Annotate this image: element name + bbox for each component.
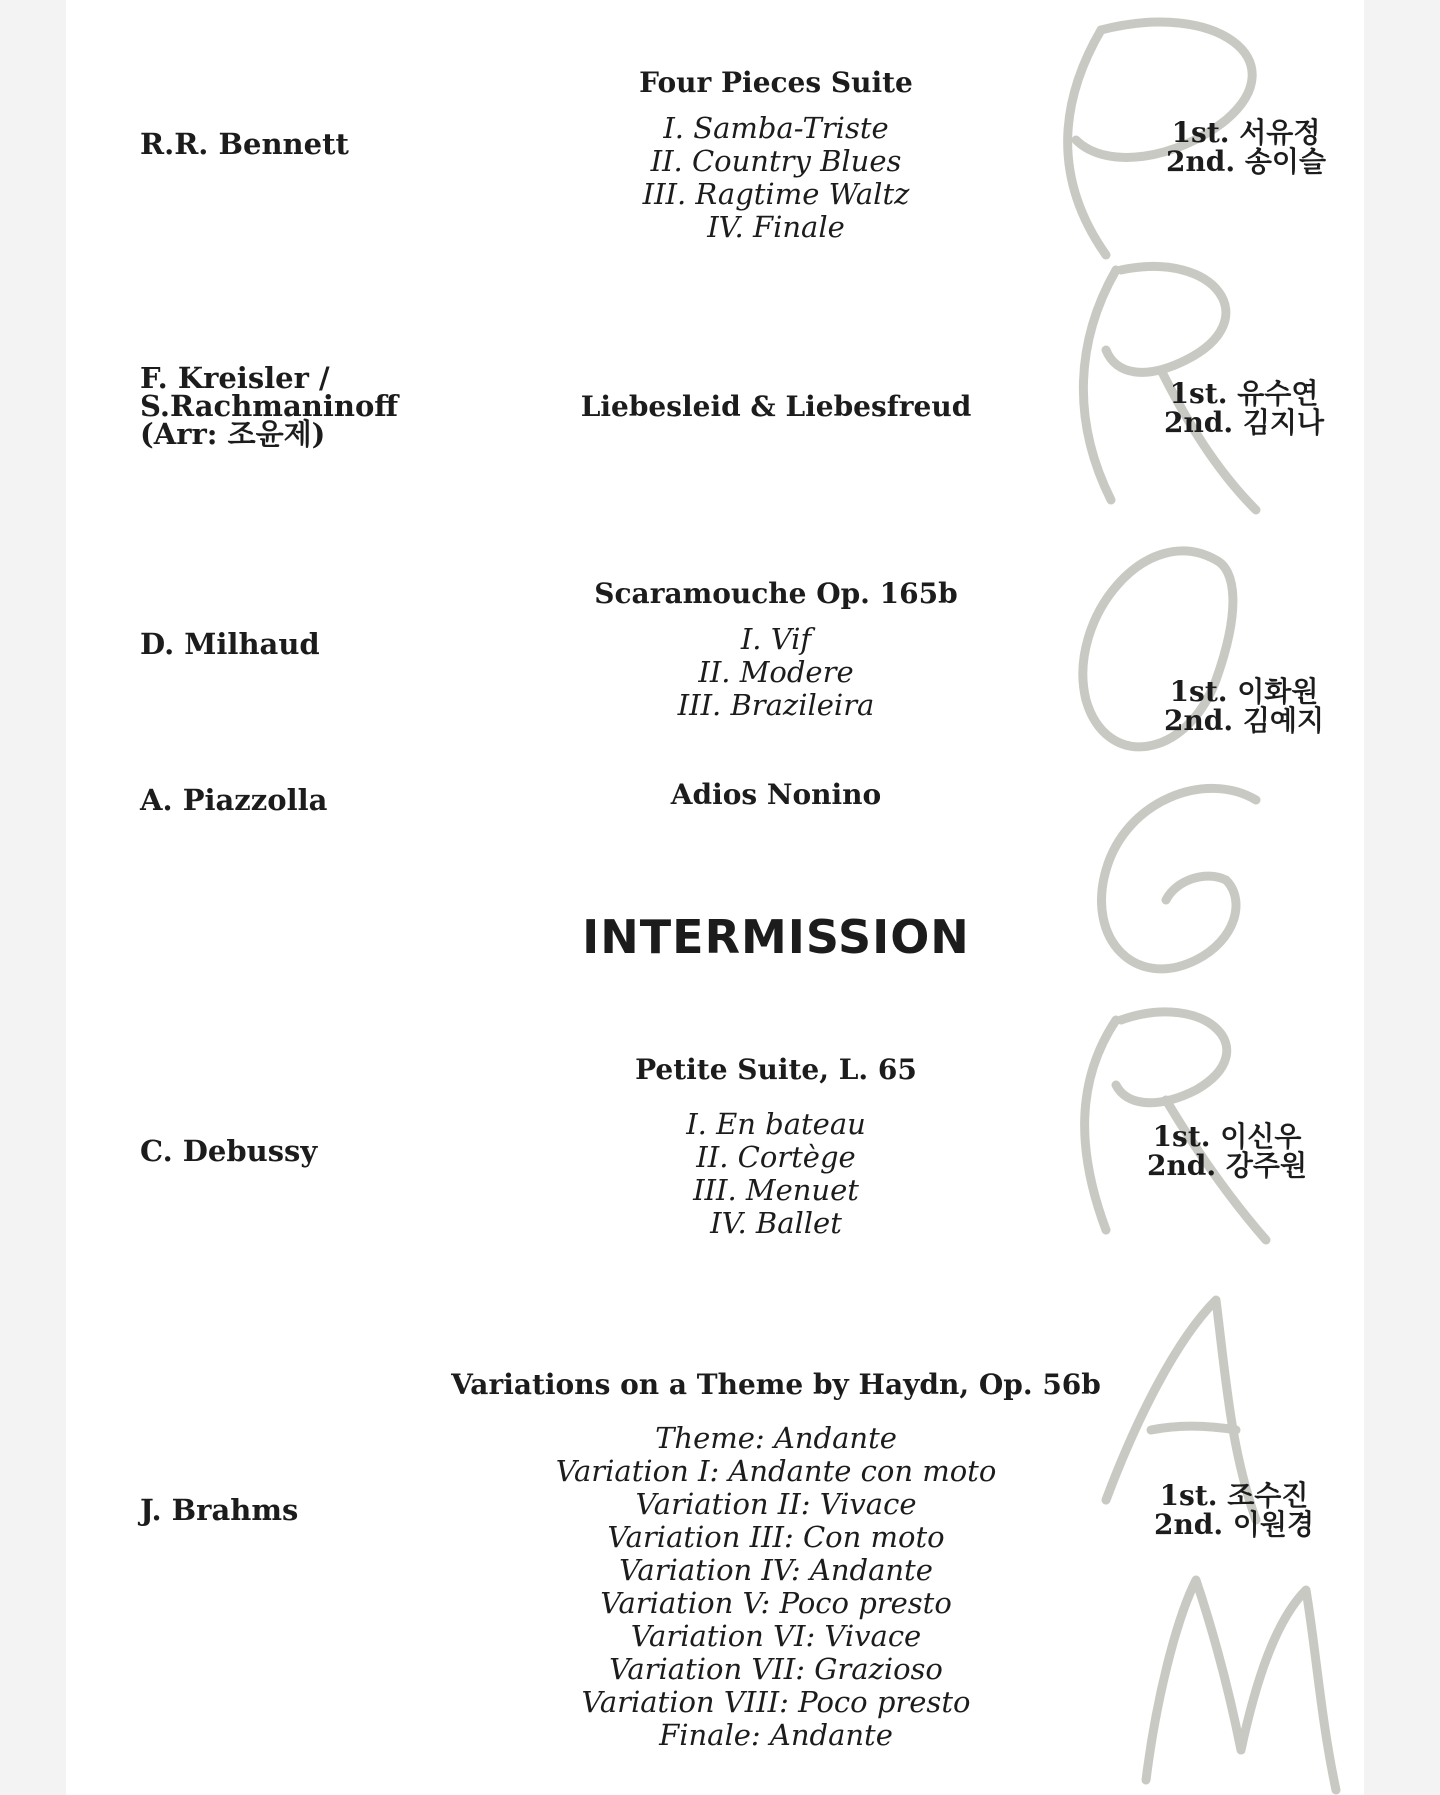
composer-piazzolla: A. Piazzolla [140,783,328,817]
movement-list [396,1108,1156,1240]
movement-item: Variation II: Vivace [635,1487,917,1521]
movement-list [396,1422,1156,1752]
composer-bennett: R.R. Bennett [140,127,349,161]
movement-item: Finale: Andante [659,1718,893,1752]
movement-item: IV. Finale [707,210,845,244]
movement-item: III. Brazileira [677,688,875,722]
performer-first: 1st. 서유정 [1171,116,1321,149]
movement-item: III. Menuet [693,1173,859,1207]
performer-first: 1st. 이화원 [1169,675,1319,708]
performer-first: 1st. 조수진 [1159,1479,1309,1512]
movement-item: II. Modere [698,655,854,689]
movement-item: II. Country Blues [650,144,902,178]
performer-second: 2nd. 김예지 [1163,704,1325,737]
movement-list [396,112,1156,244]
movement-item: Variation VI: Vivace [630,1619,922,1653]
performers-bennett [1096,118,1364,176]
piece-scaramouche [396,577,1156,722]
performers-milhaud [1094,677,1364,735]
piece-title: Liebesleid & Liebesfreud [580,390,972,423]
movement-item: Variation I: Andante con moto [555,1454,997,1488]
piece-title: Adios Nonino [670,778,882,811]
performers-brahms [1084,1481,1364,1539]
movement-item: Variation VIII: Poco presto [581,1685,971,1719]
piece-petite-suite [396,1053,1156,1240]
intermission-heading: INTERMISSION [582,910,970,964]
performer-second: 2nd. 이원경 [1153,1508,1315,1541]
movement-item: III. Ragtime Waltz [642,177,910,211]
movement-item: I. Vif [740,622,812,656]
performer-second: 2nd. 송이슬 [1165,145,1327,178]
movement-item: Variation VII: Grazioso [609,1652,943,1686]
movement-list [396,623,1156,722]
movement-item: Variation IV: Andante [619,1553,933,1587]
movement-item: I. En bateau [686,1107,866,1141]
movement-item: Variation III: Con moto [607,1520,945,1554]
piece-four-pieces-suite [396,66,1156,244]
piece-title: Petite Suite, L. 65 [635,1053,917,1086]
performer-first: 1st. 유수연 [1169,377,1319,410]
performers-kreisler [1094,379,1364,437]
movement-item: Variation V: Poco presto [600,1586,952,1620]
movement-item: IV. Ballet [710,1206,842,1240]
piece-title: Four Pieces Suite [639,66,913,99]
performer-second: 2nd. 강주원 [1146,1149,1308,1182]
composer-brahms: J. Brahms [140,1493,299,1527]
composer-kreisler-rachmaninoff: F. Kreisler / S.Rachmaninoff (Arr: 조윤제) [140,361,399,451]
performer-second: 2nd. 김지나 [1163,406,1325,439]
program-sheet [66,0,1364,1795]
piece-liebesleid [396,390,1156,424]
performers-debussy [1077,1122,1364,1180]
piece-title: Variations on a Theme by Haydn, Op. 56b [451,1368,1101,1401]
performer-first: 1st. 이신우 [1152,1120,1302,1153]
composer-debussy: C. Debussy [140,1134,318,1168]
movement-item: Theme: Andante [655,1421,897,1455]
piece-title: Scaramouche Op. 165b [594,577,958,610]
composer-milhaud: D. Milhaud [140,627,320,661]
piece-adios-nonino [396,778,1156,812]
movement-item: II. Cortège [696,1140,856,1174]
movement-item: I. Samba-Triste [663,111,889,145]
piece-haydn-variations [396,1368,1156,1752]
